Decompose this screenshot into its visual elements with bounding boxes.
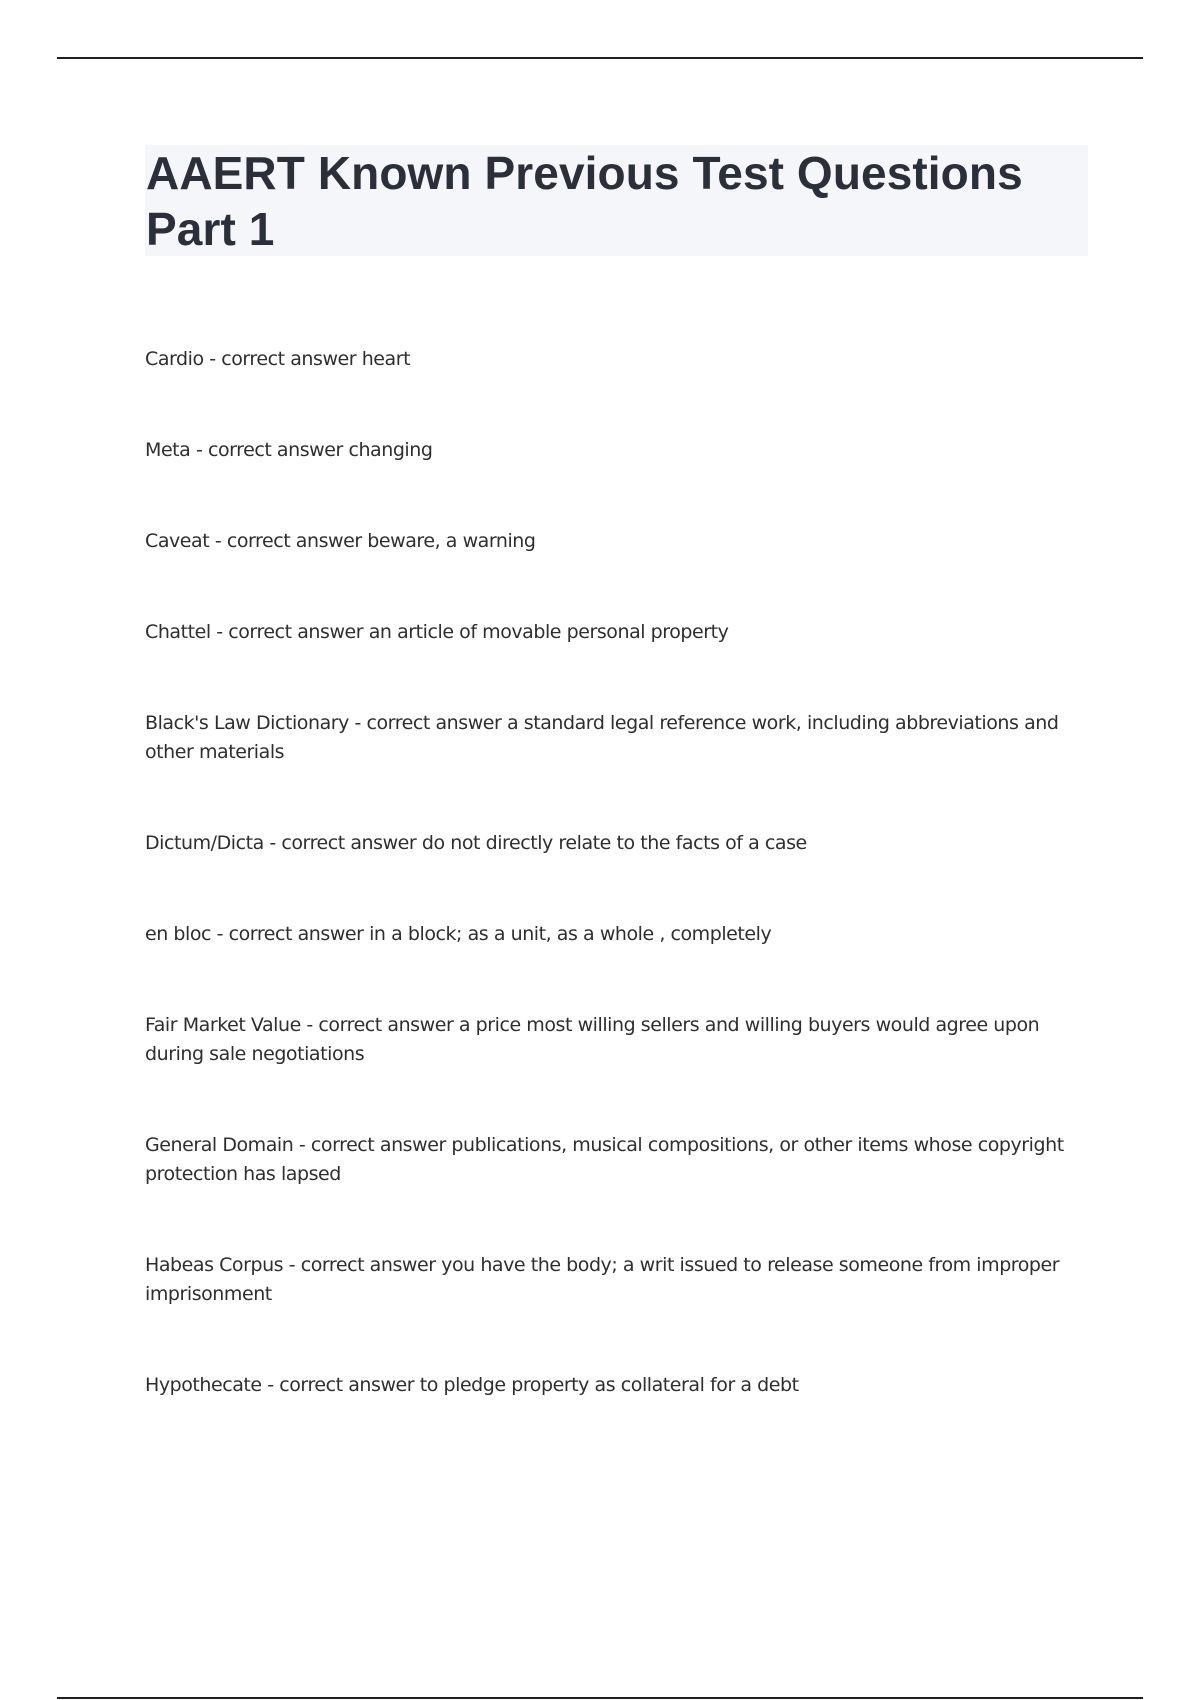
title-banner xyxy=(145,145,1088,256)
qa-entry: Hypothecate - correct answer to pledge property as collateral for a debt xyxy=(145,1374,799,1396)
page-title: AAERT Known Previous Test Questions Part 1 xyxy=(146,147,1023,255)
top-divider xyxy=(57,57,1143,59)
qa-entry: Chattel - correct answer an article of movable personal property xyxy=(145,621,729,643)
qa-entry: Cardio - correct answer heart xyxy=(145,348,411,370)
qa-entry: Caveat - correct answer beware, a warning xyxy=(145,530,536,552)
bottom-divider xyxy=(57,1697,1143,1699)
qa-list xyxy=(145,345,1075,1462)
qa-entry: General Domain - correct answer publications, musical compositions, or other items whose copyright protection has lapsed xyxy=(145,1134,1064,1185)
qa-entry: Meta - correct answer changing xyxy=(145,439,433,461)
qa-entry: Fair Market Value - correct answer a price most willing sellers and willing buyers would agree upon during sale negotiations xyxy=(145,1014,1040,1065)
qa-entry: Dictum/Dicta - correct answer do not directly relate to the facts of a case xyxy=(145,832,807,854)
qa-entry: en bloc - correct answer in a block; as a unit, as a whole , completely xyxy=(145,923,772,945)
qa-entry: Black's Law Dictionary - correct answer a standard legal reference work, including abbreviations and other materials xyxy=(145,712,1059,763)
qa-entry: Habeas Corpus - correct answer you have the body; a writ issued to release someone from improper imprisonment xyxy=(145,1254,1060,1305)
